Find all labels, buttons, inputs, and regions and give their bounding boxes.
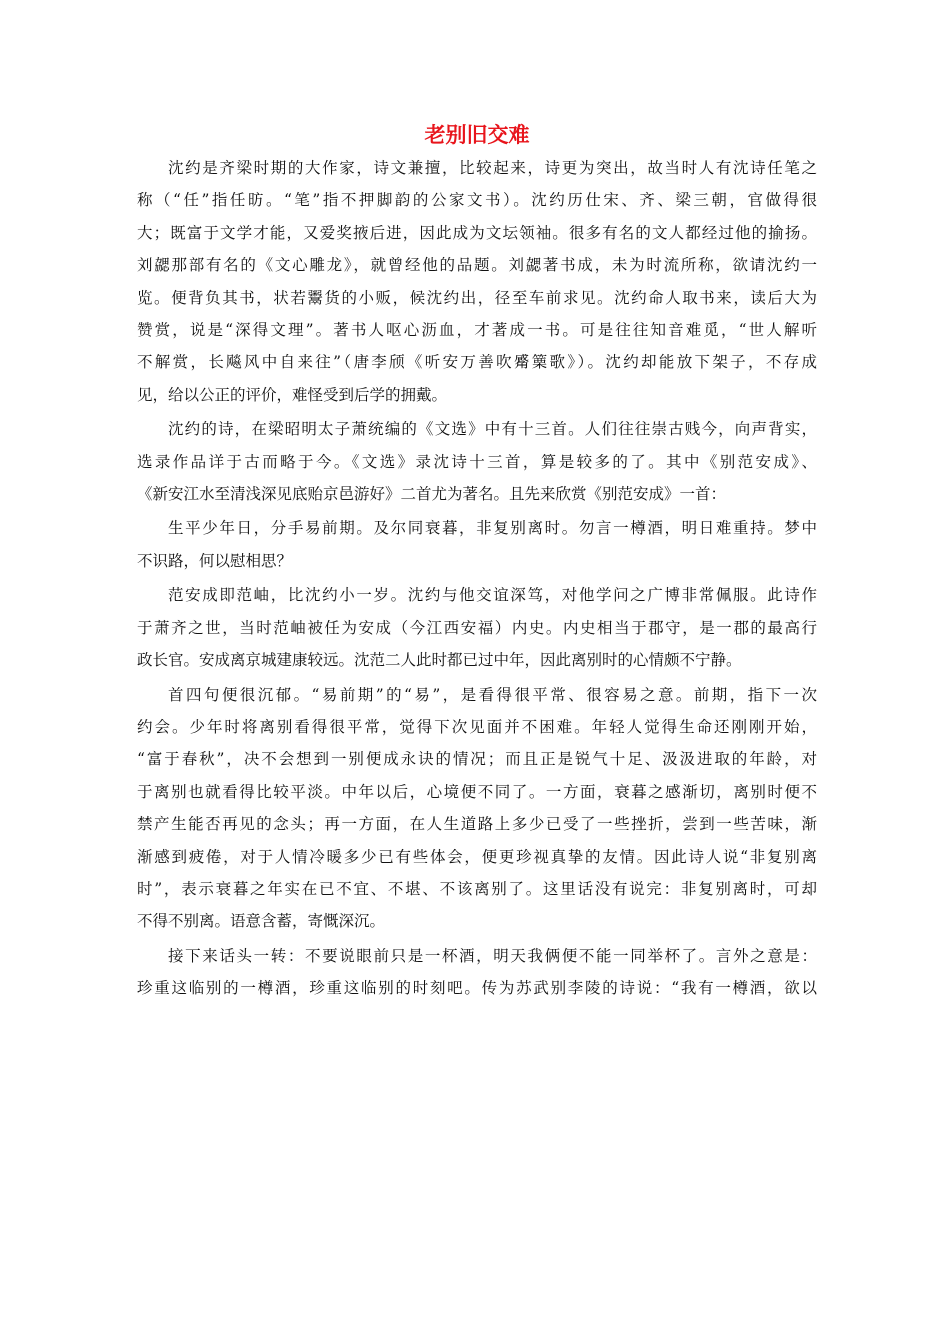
text-line: 于萧齐之世，当时范岫被任为安成（今江西安福）内史。内史相当于郡守，是一郡的最高行 xyxy=(137,618,817,637)
text-line: 首四句便很沉郁。“易前期”的“易”，是看得很平常、很容易之意。前期，指下一次 xyxy=(168,685,817,704)
text-line: 约会。少年时将离别看得很平常，觉得下次见面并不困难。年轻人觉得生命还刚刚开始， xyxy=(137,717,817,736)
text-line: 称（“任”指任昉。“笔”指不押脚韵的公家文书）。沈约历仕宋、齐、梁三朝，官做得很 xyxy=(137,191,817,210)
text-line: 政长官。安成离京城建康较远。沈范二人此时都已过中年，因此离别时的心情颇不宁静。 xyxy=(137,651,742,670)
text-line: 不识路，何以慰相思？ xyxy=(137,551,293,570)
document-body xyxy=(137,118,817,1005)
text-line: 接下来话头一转：不要说眼前只是一杯酒，明天我俩便不能一同举杯了。言外之意是： xyxy=(168,946,817,965)
paragraph xyxy=(137,512,817,577)
paragraph xyxy=(137,940,817,1005)
text-line: 珍重这临别的一樽酒，珍重这临别的时刻吧。传为苏武别李陵的诗说：“我有一樽酒，欲以 xyxy=(137,979,817,998)
text-line: 刘勰那部有名的《文心雕龙》，就曾经他的品题。刘勰著书成，未为时流所称，欲请沈约一 xyxy=(137,256,817,275)
text-line: 沈约的诗，在梁昭明太子萧统编的《文选》中有十三首。人们往往崇古贱今，向声背实， xyxy=(168,420,817,439)
text-line: 大；既富于文学才能，又爱奖掖后进，因此成为文坛领袖。很多有名的文人都经过他的揄扬。 xyxy=(137,223,817,242)
text-line: 不解赏，长飚风中自来往”（唐李颀《听安万善吹觱篥歌》）。沈约却能放下架子，不存成 xyxy=(137,353,817,372)
text-line: 赞赏，说是“深得文理”。著书人呕心沥血，才著成一书。可是往往知音难觅，“世人解听 xyxy=(137,321,817,340)
text-line: “富于春秋”，决不会想到一别便成永诀的情况；而且正是锐气十足、汲汲进取的年龄，对 xyxy=(137,750,817,769)
text-line: 于离别也就看得比较平淡。中年以后，心境便不同了。一方面，衰暮之感渐切，离别时便不 xyxy=(137,782,817,801)
text-line: 览。便背负其书，状若鬻货的小贩，候沈约出，径至车前求见。沈约命人取书来，读后大为 xyxy=(137,288,817,307)
text-line: 沈约是齐梁时期的大作家，诗文兼擅，比较起来，诗更为突出，故当时人有沈诗任笔之 xyxy=(168,159,817,177)
text-line: 时”，表示衰暮之年实在已不宜、不堪、不该离别了。这里话没有说完：非复别离时，可却 xyxy=(137,879,817,898)
text-line: 渐感到疲倦，对于人情冷暖多少已有些体会，便更珍视真挚的友情。因此诗人说“非复别离 xyxy=(137,847,817,866)
document-title: 老别旧交难 xyxy=(424,122,530,147)
text-line: 选录作品详于古而略于今。《文选》录沈诗十三首，算是较多的了。其中《别范安成》、 xyxy=(137,452,817,471)
text-line: 生平少年日，分手易前期。及尔同衰暮，非复别离时。勿言一樽酒，明日难重持。梦中 xyxy=(168,519,817,538)
text-line: 不得不别离。语意含蓄，寄慨深沉。 xyxy=(137,912,386,931)
article-text xyxy=(137,152,817,1005)
text-line: 禁产生能否再见的念头；再一方面，在人生道路上多少已受了一些挫折，尝到一些苦味，渐 xyxy=(137,815,817,834)
paragraph xyxy=(137,152,817,411)
paragraph xyxy=(137,679,817,938)
text-line: 范安成即范岫，比沈约小一岁。沈约与他交谊深笃，对他学问之广博非常佩服。此诗作 xyxy=(168,586,817,605)
text-line: 见，给以公正的评价，难怪受到后学的拥戴。 xyxy=(137,385,448,404)
paragraph xyxy=(137,579,817,676)
text-line: 《新安江水至清浅深见底贻京邑游好》二首尤为著名。且先来欣赏《别范安成》一首： xyxy=(137,485,727,504)
paragraph xyxy=(137,413,817,510)
